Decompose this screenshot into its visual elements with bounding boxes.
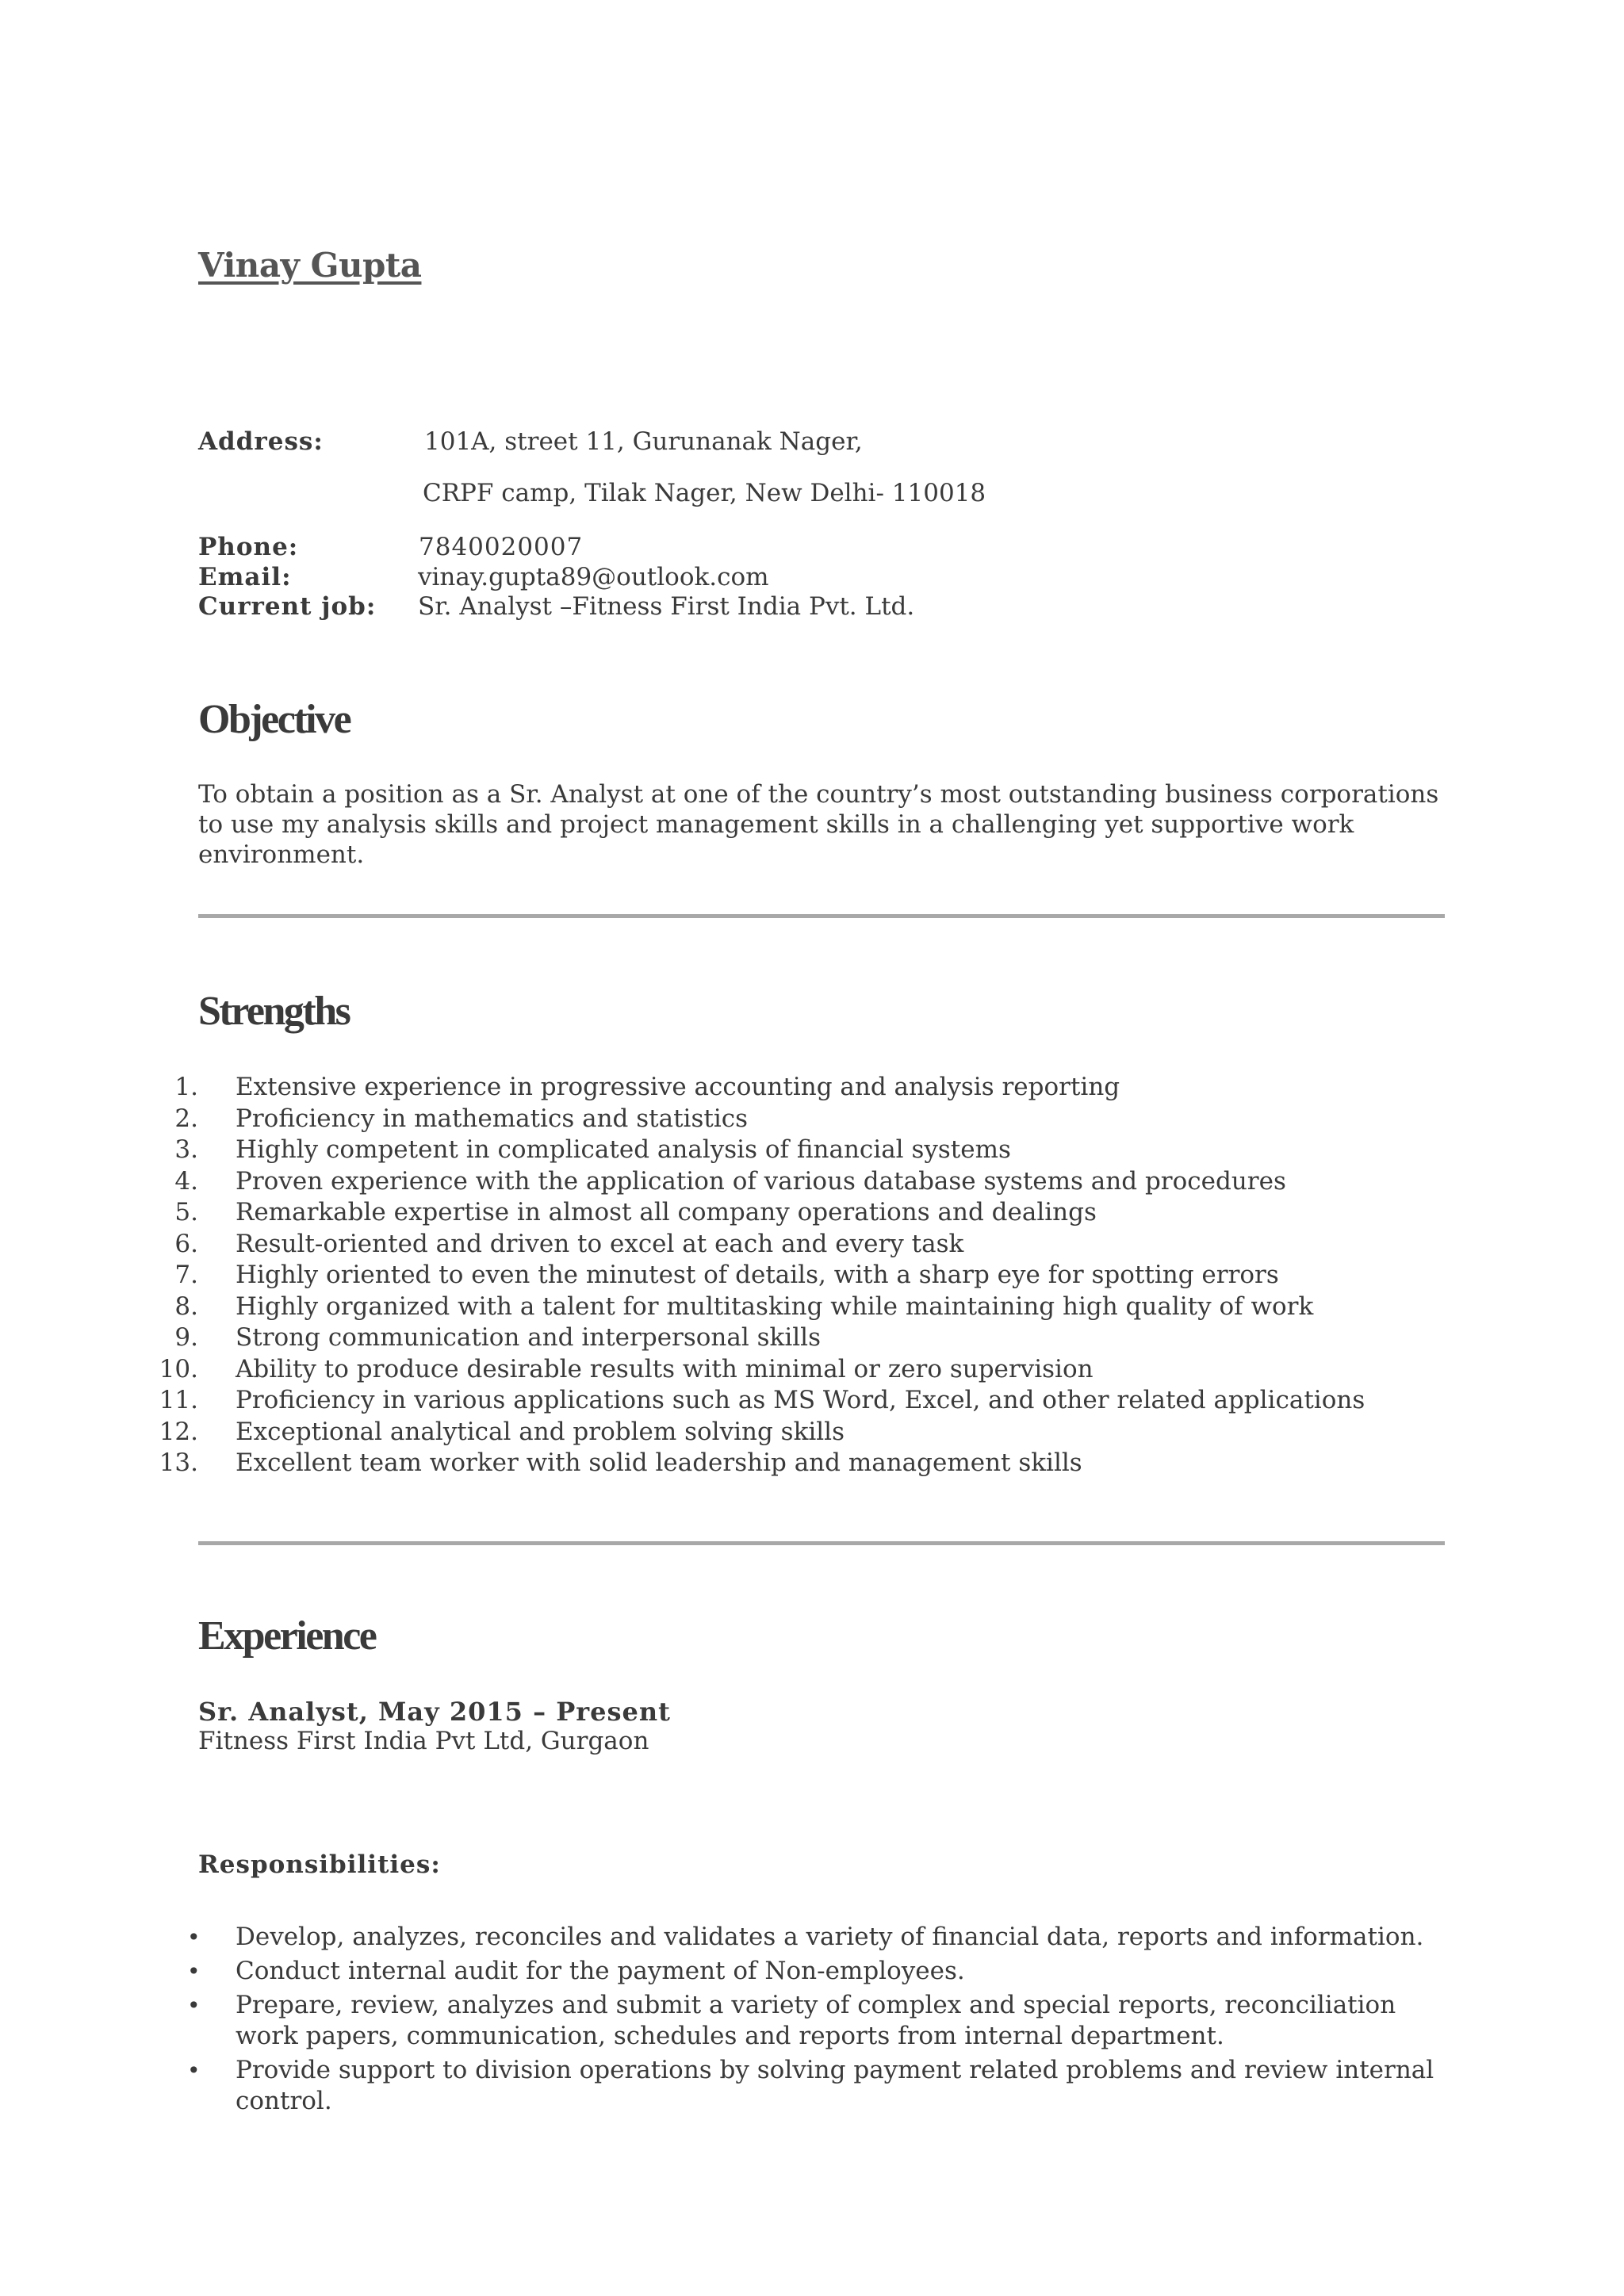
list-item-number: 9. — [174, 1323, 198, 1352]
bullet-icon: • — [187, 1924, 201, 1950]
list-item — [159, 1135, 1365, 1166]
list-item-text: Result-oriented and driven to excel at each and every task — [236, 1229, 964, 1258]
list-item-number: 2. — [174, 1104, 198, 1133]
list-item — [159, 1385, 1365, 1417]
list-item-text: Strong communication and interpersonal skills — [236, 1323, 821, 1352]
list-item-text: Proficiency in mathematics and statistics — [236, 1104, 749, 1133]
address-line-2: CRPF camp, Tilak Nager, New Delhi- 110018 — [423, 479, 986, 507]
list-item-text: Conduct internal audit for the payment of Non-employees. — [236, 1957, 965, 1985]
list-item — [159, 1292, 1365, 1323]
list-item — [187, 1922, 1451, 1953]
list-item-text: Extensive experience in progressive accounting and analysis reporting — [236, 1073, 1120, 1101]
divider — [198, 1541, 1445, 1545]
list-item — [159, 1417, 1365, 1448]
divider — [198, 914, 1445, 918]
list-item-text: Provide support to division operations by solving payment related problems and review internal control. — [236, 2056, 1434, 2115]
phone-label: Phone: — [198, 533, 299, 561]
list-item-text: Develop, analyzes, reconciles and validates a variety of financial data, reports and information. — [236, 1923, 1424, 1951]
list-item — [159, 1197, 1365, 1229]
email-label: Email: — [198, 563, 292, 591]
list-item-number: 6. — [174, 1229, 198, 1258]
list-item-text: Proven experience with the application of various database systems and procedures — [236, 1166, 1286, 1196]
strengths-heading: Strengths — [198, 989, 350, 1034]
list-item — [159, 1072, 1365, 1104]
list-item-text: Highly oriented to even the minutest of details, with a sharp eye for spotting errors — [236, 1261, 1279, 1289]
job-title: Sr. Analyst, May 2015 – Present — [198, 1697, 671, 1727]
strengths-list — [159, 1072, 1365, 1479]
list-item-number: 3. — [174, 1135, 198, 1164]
job-company: Fitness First India Pvt Ltd, Gurgaon — [198, 1727, 649, 1755]
list-item-text: Exceptional analytical and problem solving skills — [236, 1417, 845, 1446]
list-item-number: 10. — [159, 1354, 198, 1383]
list-item-text: Highly organized with a talent for multitasking while maintaining high quality of work — [236, 1292, 1314, 1321]
address-line-1: 101A, street 11, Gurunanak Nager, — [424, 427, 863, 456]
list-item — [159, 1354, 1365, 1386]
bullet-icon: • — [187, 1992, 201, 2019]
responsibilities-list — [187, 1922, 1451, 2120]
list-item — [159, 1166, 1365, 1198]
bullet-icon: • — [187, 1958, 201, 1984]
list-item-text: Remarkable expertise in almost all company operations and dealings — [236, 1198, 1097, 1226]
list-item-number: 11. — [159, 1386, 198, 1414]
list-item-number: 5. — [174, 1198, 198, 1226]
list-item-number: 8. — [174, 1292, 198, 1321]
phone-value: 7840020007 — [419, 533, 584, 561]
resume-name: Vinay Gupta — [198, 246, 422, 285]
list-item-text: Prepare, review, analyzes and submit a variety of complex and special reports, reconciliation work papers, communication, schedules and reports from internal department. — [236, 1991, 1396, 2050]
list-item-number: 13. — [159, 1448, 198, 1477]
list-item — [159, 1229, 1365, 1261]
experience-heading: Experience — [198, 1613, 376, 1659]
list-item-number: 4. — [174, 1166, 198, 1196]
responsibilities-label: Responsibilities: — [198, 1850, 441, 1879]
list-item-number: 12. — [159, 1417, 198, 1446]
address-label: Address: — [198, 427, 324, 456]
list-item — [187, 1990, 1451, 2052]
list-item — [159, 1104, 1365, 1135]
list-item-number: 1. — [174, 1073, 198, 1101]
current-job-value: Sr. Analyst –Fitness First India Pvt. Ltd. — [418, 592, 915, 621]
current-job-label: Current job: — [198, 592, 377, 621]
list-item-text: Excellent team worker with solid leadership and management skills — [236, 1448, 1082, 1477]
objective-heading: Objective — [198, 697, 350, 742]
list-item — [159, 1448, 1365, 1479]
list-item-number: 7. — [174, 1261, 198, 1289]
list-item-text: Ability to produce desirable results with minimal or zero supervision — [236, 1354, 1094, 1383]
list-item — [159, 1260, 1365, 1292]
bullet-icon: • — [187, 2057, 201, 2084]
list-item — [187, 1956, 1451, 1987]
list-item-text: Highly competent in complicated analysis of financial systems — [236, 1135, 1011, 1164]
email-value[interactable]: vinay.gupta89@outlook.com — [418, 563, 769, 591]
list-item — [187, 2055, 1451, 2117]
objective-text: To obtain a position as a Sr. Analyst at one of the country’s most outstanding business corporations to use my analysis skills and project management skills in a challenging yet supportive work environment. — [198, 780, 1439, 869]
list-item — [159, 1322, 1365, 1354]
list-item-text: Proficiency in various applications such as MS Word, Excel, and other related applications — [236, 1386, 1365, 1414]
